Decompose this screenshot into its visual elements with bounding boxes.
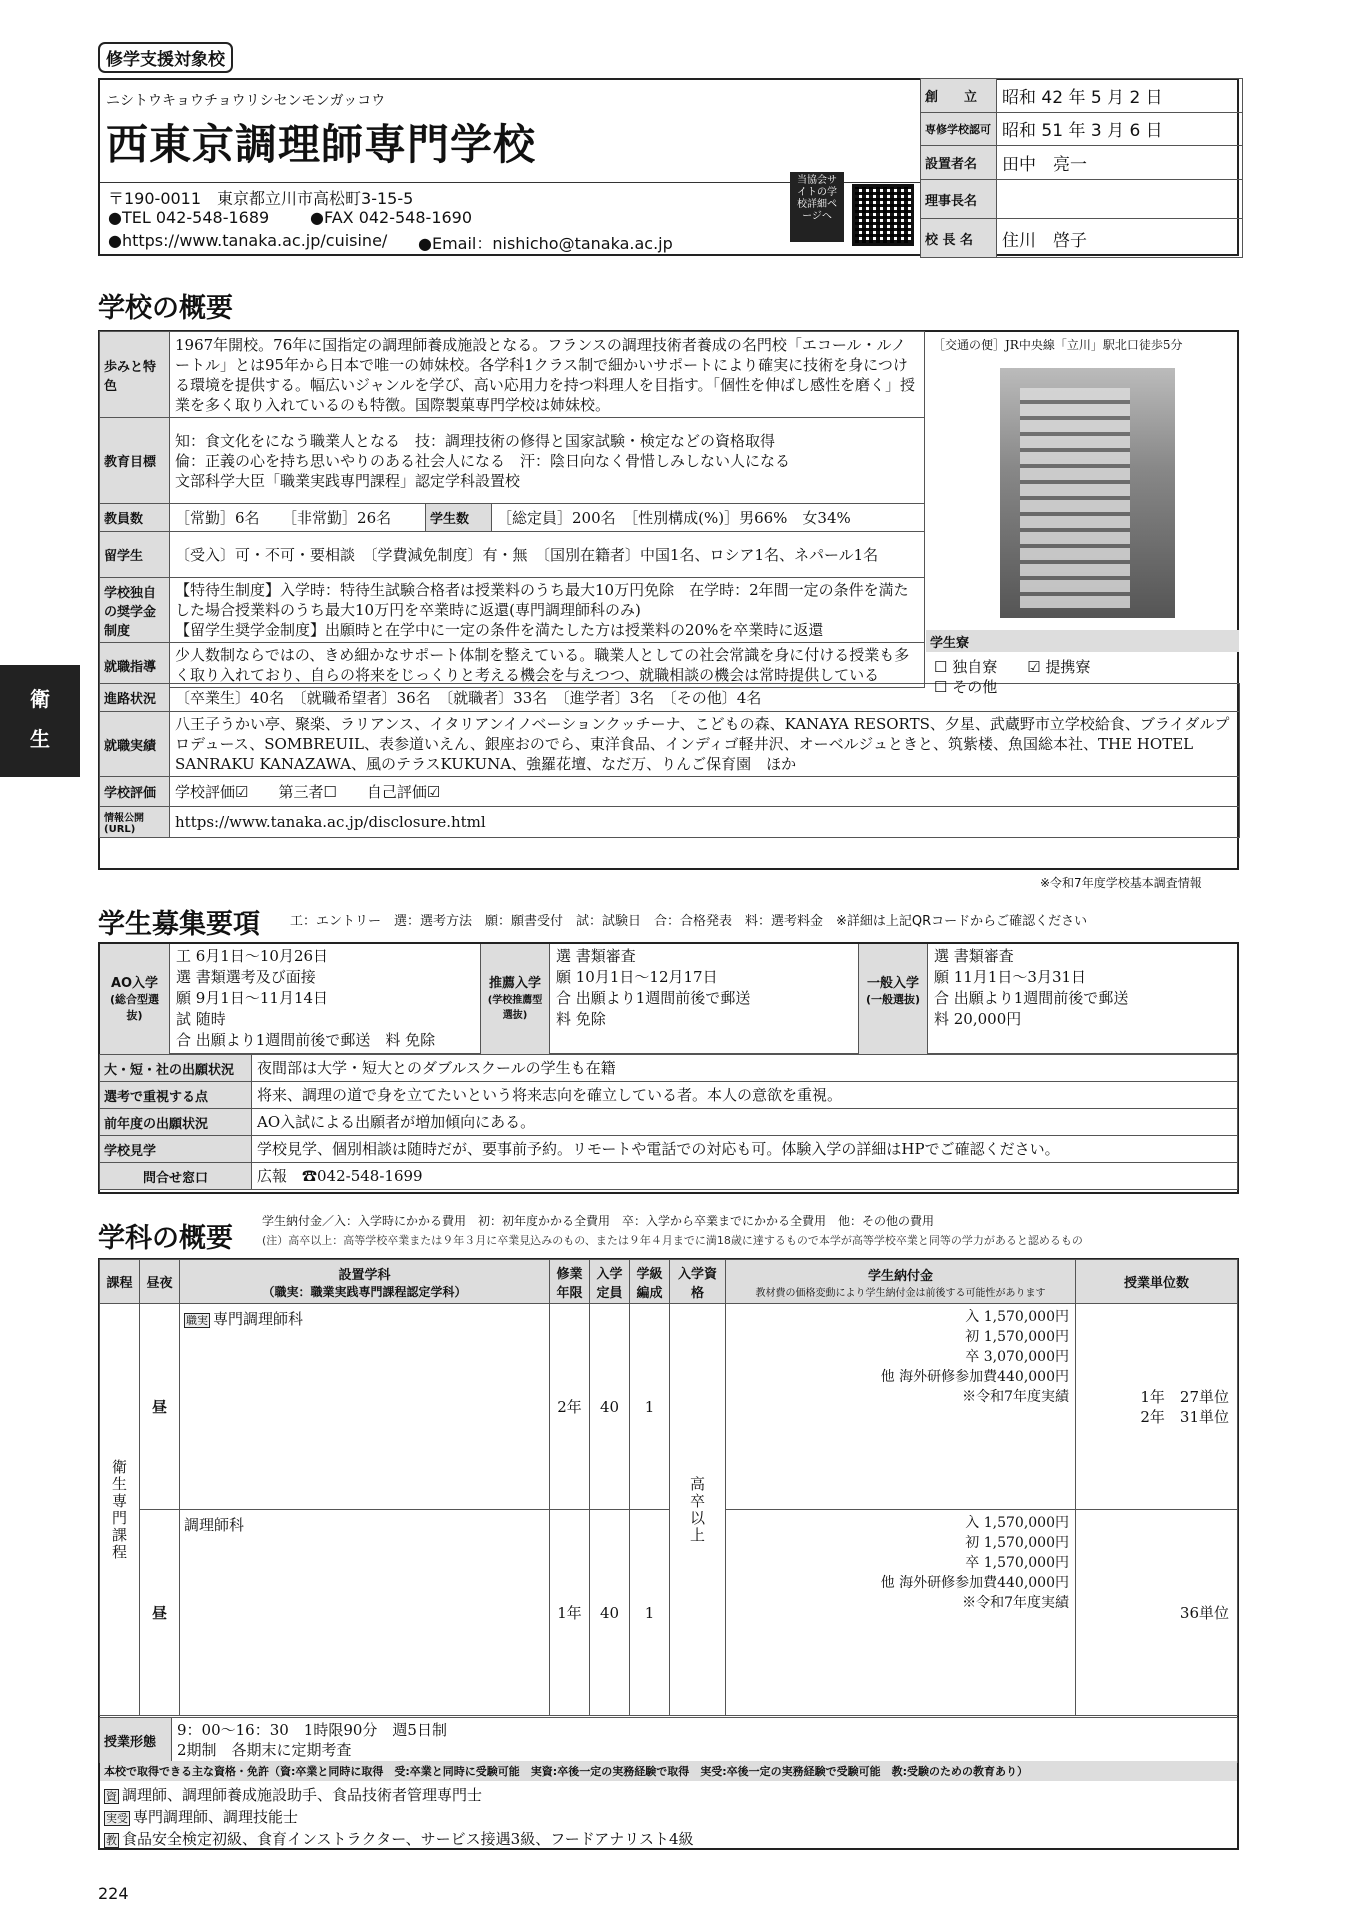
qr-note: 当協会サイトの学校詳細ページへ (790, 172, 844, 242)
dept-name: 専門調理師科 (213, 1310, 304, 1328)
school-kana: ニシトウキョウチョウリシセンモンガッコウ (106, 93, 386, 109)
recruit-legend: 工：エントリー 選：選考方法 願：願書受付 試：試験日 合：合格発表 料：選考料金 ※詳細は上記QRコードからご確認ください (290, 914, 1088, 929)
building-photo (1000, 368, 1175, 618)
support-badge: 修学支援対象校 (98, 42, 233, 73)
overview-table-2: 留学生 〔受入〕可・不可・要相談 〔学費減免制度〕有・無 〔国別在籍者〕中国1名、ロシア1名、ネパール1名 学校独自の奨学金制度 【特待生制度】入学時：特待生試験合格者は授業料のうち最大10万円免除 在学時：2年間一定の条件を満たした場合授業料のうち最大10万円を卒業時に返還(専門調理師科のみ) 【留学生奨学金制度】出願時と在学中に一定の条件を満たした方は授業料の20%を卒業時に返還 就職指導 少人数制ならではの、きめ細かなサポート体制を整えている。職業人としての社会常識を身に付ける授業も多く取り入れており、自らの将来をじっくりと考える機会を与えつつ、就職相談の機会は常時提供している (99, 531, 925, 688)
cert-header: 本校で取得できる主な資格・免許（資:卒業と同時に取得 受:卒業と同時に受験可能 実資:卒後一定の実務経験で取得 実受:卒後一定の実務経験で受験可能 教:受験のための教育あり） (100, 1761, 1237, 1781)
school-name: 西東京調理師専門学校 (106, 120, 537, 169)
page-number: 224 (98, 1884, 129, 1903)
fax: ●FAX 042-548-1690 (310, 208, 473, 227)
disclosure-link[interactable]: https://www.tanaka.ac.jp/disclosure.html (170, 807, 1240, 838)
overview-title: 学校の概要 (98, 293, 233, 324)
recruit-rows: 大・短・社の出願状況 夜間部は大学・短大とのダブルスクールの学生も在籍 選考で重視する点 将来、調理の道で身を立てたいという将来志向を確立している者。本人の意欲を重視。 前年度の出願状況 AO入試による出願者が増加傾向にある。 学校見学 学校見学、個別相談は随時だが、要事前予約。リモートや電話での対応も可。体験入学の詳細はHPでご確認ください。 問合せ窓口 広報 ☎042-548-1699 (99, 1054, 1238, 1190)
founding-info-table: 創 立 昭和 42 年 5 月 2 日 専修学校認可 昭和 51 年 3 月 6 日 設置者名 田中 亮一 理事長名 校 長 名 住川 啓子 (920, 78, 1243, 258)
qr-code-icon[interactable] (852, 184, 914, 246)
address: 〒190-0011 東京都立川市高松町3-15-5 (108, 189, 414, 208)
category-tab: 衛 生 (0, 665, 80, 777)
survey-note: ※令和7年度学校基本調査情報 (1040, 876, 1202, 890)
tel: ●TEL 042-548-1689 (108, 208, 270, 227)
dorm-other: ☐ その他 (934, 678, 998, 696)
email-link[interactable]: ●Email：nishicho@tanaka.ac.jp (418, 234, 673, 253)
class-format: 授業形態 9：00～16：30 1時限90分 週5日制 2期制 各期末に定期考査 (99, 1717, 1238, 1763)
staff-table: 教員数 ［常勤］6名 ［非常勤］26名 学生数 ［総定員］200名 ［性別構成(%)］男66% 女34% (99, 503, 925, 532)
dept-name: 調理師科 (184, 1516, 245, 1534)
fee-legend: 学生納付金／入：入学時にかかる費用 初：初年度かかる全費用 卒：入学から卒業までにかかる全費用 他：その他の費用 (262, 1214, 935, 1228)
school-header (98, 78, 1239, 256)
qualification: 高卒以上 (670, 1304, 726, 1716)
recruit-title: 学生募集要項 (98, 909, 260, 940)
dept-box (98, 1258, 1239, 1850)
website-link[interactable]: ●https://www.tanaka.ac.jp/cuisine/ (108, 231, 388, 250)
recruit-box: AO入学 (総合型選抜) 工 6月1日～10月26日 選 書類選考及び面接 願 9月1日～11月14日 試 随時 合 出願より1週間前後で郵送 料 免除 推薦入学 (学校推薦型選抜) 選 書類審査 願 10月1日～12月17日 合 出願より1週間前後で郵送 料 免除 一般入学 (一般選抜) 選 書類審査 願 11月1日～3月31日 合 出願より1週間前後で郵送 料 20,000円 大・短・社の出願状況 夜間部は大学・短大とのダブルスクールの学生も在籍 選考で重視する点 将来、調理の道で身を立てたいという将来志向を確立している者。本人の意欲を重視。 前年度の出願状況 AO入試による出願者が増加傾向にある。 学校見学 学校見学、個別相談は随時だが、要事前予約。リモートや電話での対応も可。体験入学の詳細はHPでご確認ください。 問合せ窓口 広報 ☎042-548-1699 (98, 942, 1239, 1194)
overview-table: 歩みと特色 1967年開校。76年に国指定の調理師養成施設となる。フランスの調理技術者養成の名門校「エコール・ルノートル」とは95年から日本で唯一の姉妹校。各学科1クラス制で細かいサポートにより確実に技術を身につける環境を提供する。幅広いジャンルを学び、高い応用力を持つ料理人を目指す。「個性を伸ばし感性を磨く」授業を多く取り入れているのも特徴。国際製菓専門学校は姉妹校。 教育目標 知：食文化をになう職業人となる 技：調理技術の修得と国家試験・検定などの資格取得 倫：正義の心を持ち思いやりのある社会人になる 汗：陰日向なく骨惜しみしない人になる 文部科学大臣「職業実践専門課程」認定学科設置校 (99, 331, 925, 504)
ao-details: 工 6月1日～10月26日 選 書類選考及び面接 願 9月1日～11月14日 試 随時 合 出願より1週間前後で郵送 料 免除 (176, 947, 436, 1049)
dept-table: 課程 昼夜 設置学科 （職実：職業実践専門課程認定学科） 修業年限 入学定員 学級編成 入学資格 学生納付金 教材費の価格変動により学生納付金は前後する可能性があります 授業単位数 衛生専門課程 昼 職実 専門調理師科 2年 40 1 高卒以上 入 1,570,000円 初 1,570,000円 卒 3,070,000円 他 海外研修参加費440,000円 ※令和7年度実績 1年 27単位 2年 31単位 昼 調理師科 1年 40 1 入 1,570,000円 初 1,570,000円 卒 1,570,000円 他 海外研修参加費440,000円 ※令和7年度実績 36単位 (99, 1259, 1238, 1716)
dorm-options: ☐ 独自寮 ☑ 提携寮 (934, 658, 1091, 676)
course-name: 衛生専門課程 (100, 1304, 140, 1716)
overview-box (98, 330, 1239, 870)
dept-title: 学科の概要 (98, 1223, 233, 1254)
qual-note: (注）高卒以上：高等学校卒業または９年３月に卒業見込みのもの、または９年４月までに満18歳に達するもので本学が高等学校卒業と同等の学力があると認めるもの (262, 1234, 1083, 1247)
access-info: ［交通の便］JR中央線「立川」駅北口徒歩5分 (933, 338, 1183, 352)
rec-details: 選 書類審査 願 10月1日～12月17日 合 出願より1週間前後で郵送 料 免除 (556, 947, 751, 1028)
contact-info: 広報 ☎042-548-1699 (252, 1163, 1238, 1190)
cert-list: 資 調理師、調理師養成施設助手、食品技術者管理専門士 実受 専門調理師、調理技能士 教 食品安全検定初級、食育インストラクター、サービス接遇3級、フードアナリスト4級 (106, 1786, 694, 1848)
dorm-label: 学生寮 (926, 630, 1239, 652)
overview-table-3: 進路状況 〔卒業生〕40名 〔就職希望者〕36名 〔就職者〕33名 〔進学者〕3名 〔その他〕4名 就職実績 八王子うかい亭、聚楽、ラリアンス、イタリアンイノベーションクッチーナ、こどもの森、KANAYA RESORTS、夕星、武蔵野市立学校給食、ブライダルプロデュース、SOMBREUIL、表参道いえん、銀座おのでら、東洋食品、インディゴ軽井沢、オーベルジュときと、筑紫楼、魚国総本社、THE HOTEL SANRAKU KANAZAWA、風のテラスKUKUNA、強羅花壇、なだ万、りんご保育園 ほか 学校評価 学校評価☑ 第三者☐ 自己評価☑ 情報公開(URL) https://www.tanaka.ac.jp/disclosure.html (99, 683, 1240, 838)
gen-details: 選 書類審査 願 11月1日～3月31日 合 出願より1週間前後で郵送 料 20,000円 (934, 947, 1129, 1028)
